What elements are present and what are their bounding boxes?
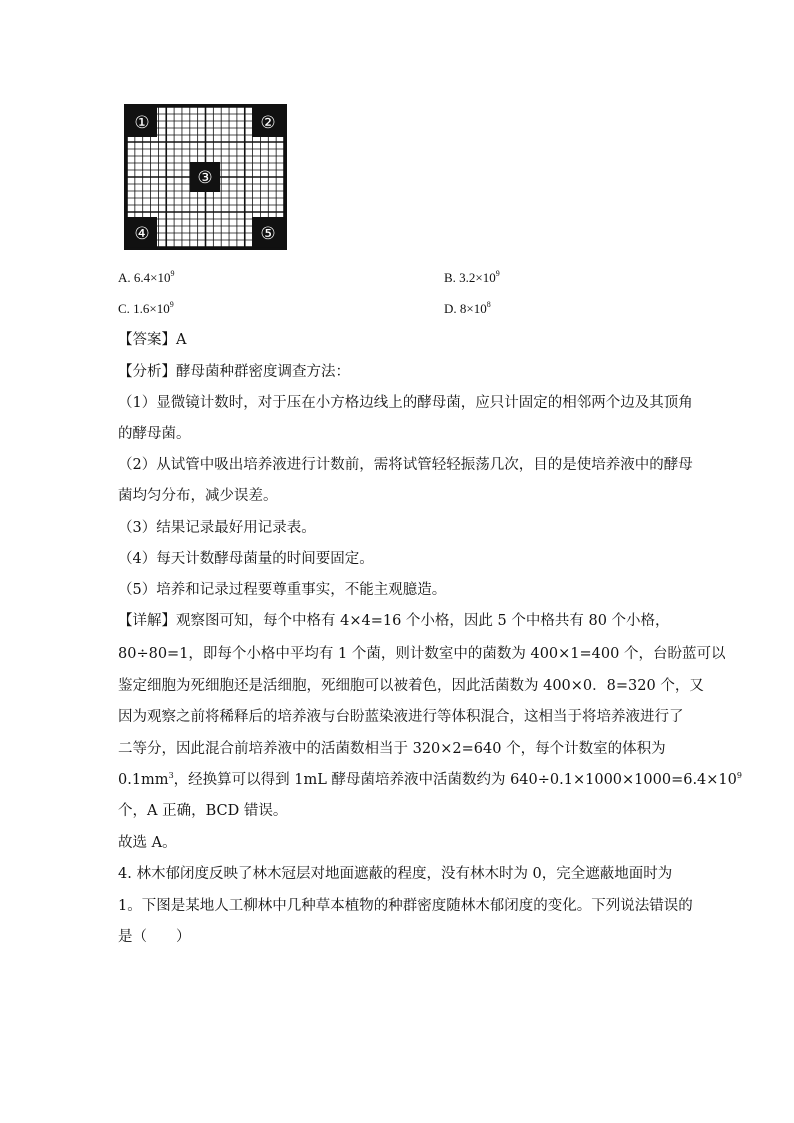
grid-label-5: ⑤ (260, 224, 276, 244)
grid-label-2: ② (260, 113, 276, 133)
grid-label-4: ④ (134, 224, 150, 244)
option-b-text: B. 3.2×10 (444, 270, 496, 285)
option-c-text: C. 1.6×10 (118, 301, 170, 316)
detail-line: 个，A 正确，BCD 错误。 (118, 803, 288, 819)
option-b (444, 270, 500, 286)
corner-square-2 (252, 107, 284, 137)
hemocytometer-grid-figure (124, 104, 287, 250)
center-square-3 (190, 162, 220, 192)
corner-square-5 (252, 217, 284, 247)
calculation-text: ，经换算可以得到 1mL 酵母菌培养液中活菌数约为 640÷0.1×1000×1000=6.4×10 (173, 772, 737, 788)
volume-exponent: 3 (168, 771, 174, 780)
option-d-exponent: 8 (486, 300, 491, 309)
option-d-text: D. 8×10 (444, 301, 487, 316)
question-4-line: 4. 林木郁闭度反映了林木冠层对地面遮蔽的程度，没有林木时为 0，完全遮蔽地面时为 (118, 866, 673, 882)
detail-line: 因为观察之前将稀释后的培养液与台盼蓝染液进行等体积混合，这相当于将培养液进行了 (118, 709, 684, 725)
option-a-exponent: 9 (170, 269, 175, 278)
conclusion-line: 故选 A。 (118, 835, 177, 851)
detail-line-formula (118, 770, 742, 790)
detail-line: 【详解】观察图可知，每个中格有 4×4=16 个小格，因此 5 个中格共有 80 个小格， (118, 613, 670, 629)
option-a-text: A. 6.4×10 (118, 270, 171, 285)
detail-line: 二等分，因此混合前培养液中的活菌数相当于 320×2=640 个，每个计数室的体积为 (118, 741, 666, 757)
analysis-item: 的酵母菌。 (118, 426, 191, 442)
grid-label-3: ③ (197, 168, 213, 188)
question-4-line: 1。下图是某地人工柳林中几种草本植物的种群密度随林木郁闭度的变化。下列说法错误的 (118, 898, 693, 914)
detail-line: 80÷80=1，即每个小格中平均有 1 个菌，则计数室中的菌数为 400×1=400 个，台盼蓝可以 (118, 646, 726, 662)
volume-value: 0.1mm (118, 772, 169, 788)
analysis-item: （3）结果记录最好用记录表。 (118, 520, 316, 536)
option-d (444, 301, 491, 317)
corner-square-4 (127, 217, 157, 247)
option-a (118, 270, 174, 286)
option-c-exponent: 9 (169, 300, 174, 309)
question-4-line: 是（ ） (118, 929, 191, 945)
analysis-item: （2）从试管中吸出培养液进行计数前，需将试管轻轻振荡几次，目的是使培养液中的酵母 (118, 457, 693, 473)
analysis-item: 菌均匀分布，减少误差。 (118, 488, 278, 504)
corner-square-1 (127, 107, 157, 137)
analysis-item: （4）每天计数酵母菌量的时间要固定。 (118, 551, 374, 567)
option-c (118, 301, 174, 317)
result-exponent: 9 (736, 771, 742, 780)
analysis-item: （1）显微镜计数时，对于压在小方格边线上的酵母菌，应只计固定的相邻两个边及其顶角 (118, 395, 693, 411)
analysis-title: 【分析】酵母菌种群密度调查方法： (118, 364, 350, 380)
grid-label-1: ① (134, 113, 150, 133)
answer-line: 【答案】A (118, 332, 187, 348)
analysis-item: （5）培养和记录过程要尊重事实，不能主观臆造。 (118, 582, 447, 598)
detail-line: 鉴定细胞为死细胞还是活细胞，死细胞可以被着色，因此活菌数为 400×0．8=320 个，又 (118, 678, 704, 694)
option-b-exponent: 9 (495, 269, 500, 278)
